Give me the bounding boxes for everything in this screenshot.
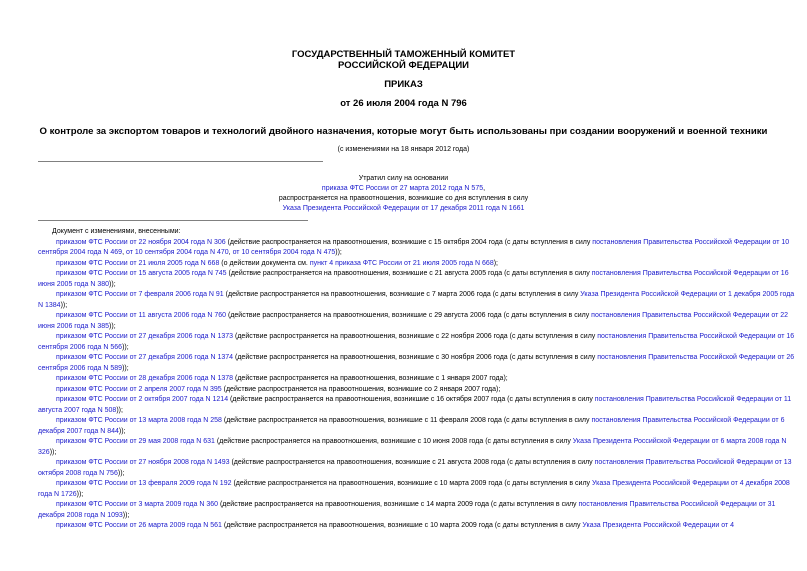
doc-date: от 26 июля 2004 года N 796 [340,98,467,109]
list-item [38,332,798,353]
amendment-link[interactable]: пункт 4 приказа ФТС России от 21 июля 2005 года N 668 [309,259,494,267]
amendments-list [38,227,798,532]
amendment-text: (действие распространяется на правоотношения, возникшие с 16 октября 2007 года (с даты вступления в силу [228,396,595,403]
president-decree-link[interactable]: Указа Президента Российской Федерации от 17 декабря 2011 года N 1661 [282,205,525,212]
amendment-link[interactable]: постановления Правительства Российской Федерации от 13 октября 2008 года N 756 [38,459,792,477]
amendment-text: )); [109,322,116,330]
amendment-link[interactable]: Указа Президента Российской Федерации от 1 декабря 2005 года N 1384 [38,291,795,309]
amendment-link[interactable]: постановления Правительства Российской Федерации от 16 июня 2005 года N 380 [38,270,789,288]
amendment-text: )); [335,249,342,256]
list-item [38,395,798,416]
amendment-text: (действие распространяется на правоотношения, возникшие с 21 августа 2005 года (с даты вступления в силу [226,270,592,277]
list-item [38,290,798,311]
list-item [38,437,798,458]
amendment-link[interactable]: постановления Правительства Российской Федерации от 26 сентября 2006 года N 589 [38,354,795,372]
amendment-link[interactable]: приказом ФТС России от 2 октября 2007 года N 1214 [56,396,229,403]
issuer-block [0,49,807,71]
lost-force-line-4 [0,204,807,214]
amendment-text: (действие распространяется на правоотношения, возникшие с 15 октября 2004 года (с даты вступления в силу [225,238,593,246]
amendments-entries [38,238,798,532]
list-item [38,269,798,290]
lost-force-line-1: Утратил силу на основании [358,175,449,182]
doc-type: ПРИКАЗ [384,79,423,90]
amendment-text: )); [49,448,57,456]
amendment-link[interactable]: приказом ФТС России от 13 марта 2008 года N 258 [56,417,222,424]
list-item [38,416,798,437]
list-item [38,385,798,396]
list-item [38,353,798,374]
amendment-text: )); [76,490,84,498]
amendment-link[interactable]: приказом ФТС России от 29 мая 2008 года N 631 [56,438,215,445]
amendment-text: (действие распространяется на правоотношения, возникшие с 11 февраля 2008 года (с даты вступления в силу [221,417,592,424]
amendment-text: (действие распространяется на правоотношения, возникшие с 22 ноября 2006 года (с даты вступления в силу [233,333,598,340]
amendment-text: )); [60,301,68,309]
separator-rule [38,220,308,221]
amendment-link[interactable]: Указа Президента Российской Федерации от 4 [582,522,735,529]
amendment-text: (действие распространяется на правоотношения, возникшие с 10 июня 2008 года (с даты вступления в силу [214,438,573,445]
list-item [38,238,798,259]
repeal-order-link[interactable]: приказа ФТС России от 27 марта 2012 года N 575 [321,185,484,192]
amendment-link[interactable]: приказом ФТС России от 27 ноября 2008 года N 1493 [56,459,230,466]
amendment-text: )); [122,511,130,519]
list-item [38,479,798,500]
amendment-text: (о действии документа см. [219,259,310,267]
amendment-text: ); [493,259,498,267]
amendment-link[interactable]: приказом ФТС России от 15 августа 2005 года N 745 [56,270,227,277]
amendment-link[interactable]: приказом ФТС России от 21 июля 2005 года N 668 [56,259,220,267]
list-item [38,521,798,532]
amendment-text: )); [122,364,129,372]
amendment-link[interactable]: приказом ФТС России от 28 декабря 2006 года N 1378 [56,375,234,382]
amendment-text: (действие распространяется на правоотношения, возникшие с 14 марта 2009 года (с даты вступления в силу [218,501,579,508]
issuer-line-2: РОССИЙСКОЙ ФЕДЕРАЦИИ [337,60,469,71]
amendment-link[interactable]: постановления Правительства Российской Федерации от 11 августа 2007 года N 508 [38,396,792,414]
issuer-line-1: ГОСУДАРСТВЕННЫЙ ТАМОЖЕННЫЙ КОМИТЕТ [291,49,516,60]
amendments-intro: Документ с изменениями, внесенными: [52,228,181,235]
list-item [38,500,798,521]
amendment-text: )); [109,280,116,288]
amendment-link[interactable]: приказом ФТС России от 7 февраля 2006 года N 91 [56,291,224,298]
amendment-link[interactable]: постановления Правительства Российской Федерации от 6 декабря 2007 года N 844 [38,417,785,435]
amendment-text: (действие распространяется на правоотношения, возникшие с 10 марта 2009 года (с даты вступления в силу [221,522,583,529]
amendment-text: )); [117,469,125,477]
amendment-text: )); [122,343,129,351]
doc-title: О контроле за экспортом товаров и технологий двойного назначения, которые могут быть использованы при создании вооружений и военной техники [39,126,768,137]
amendments-note: (с изменениями на 18 января 2012 года) [337,146,470,153]
amendment-link[interactable]: постановления Правительства Российской Федерации от 22 июня 2006 года N 385 [38,312,789,330]
amendment-link[interactable]: приказом ФТС России от 22 ноября 2004 года N 306 [56,238,226,246]
list-item [38,458,798,479]
amendment-link[interactable]: приказом ФТС России от 26 марта 2009 года N 561 [56,522,222,529]
amendment-link[interactable]: приказом ФТС России от 11 августа 2006 года N 760 [56,312,227,319]
lost-force-line-3: распространяется на правоотношения, возникшие со дня вступления в силу [278,195,529,202]
amendment-text: )); [118,427,126,435]
amendment-link[interactable]: от 10 сентября 2004 года N 475 [232,249,336,256]
amendment-link[interactable]: приказом ФТС России от 27 декабря 2006 года N 1374 [56,354,234,361]
amendment-link[interactable]: от 10 сентября 2004 года N 470 [125,249,229,256]
amendment-text: (действие распространяется на правоотношения, возникшие с 30 ноября 2006 года (с даты вступления в силу [233,354,598,361]
amendment-text: )); [116,406,123,414]
list-item [38,374,798,385]
amendment-link[interactable]: Указа Президента Российской Федерации от 4 декабря 2008 года N 1726 [38,480,790,498]
amendment-text: (действие распространяется на правоотношения, возникшие с 21 августа 2008 года (с даты вступления в силу [229,459,595,466]
amendment-link[interactable]: приказом ФТС России от 2 апреля 2007 года N 395 [56,385,222,393]
amendment-link[interactable]: приказом ФТС России от 3 марта 2009 года N 360 [56,501,219,508]
amendment-text: (действие распространяется на правоотношения, возникшие с 29 августа 2006 года (с даты вступления в силу [226,312,592,319]
amendment-text: (действие распространяется на правоотношения, возникшие с 7 марта 2006 года (с даты вступления в силу [223,291,581,298]
amendment-link[interactable]: постановления Правительства Российской Федерации от 31 декабря 2008 года N 1093 [38,501,776,519]
amendment-link[interactable]: Указа Президента Российской Федерации от 6 марта 2008 года N 326 [38,438,787,456]
amendment-text: , [122,249,126,256]
list-item [38,311,798,332]
lost-force-block [0,174,807,214]
amendment-link[interactable]: приказом ФТС России от 13 февраля 2009 года N 192 [56,480,232,487]
amendment-link[interactable]: приказом ФТС России от 27 декабря 2006 года N 1373 [56,333,234,340]
amendment-text: , [228,249,233,256]
amendment-link[interactable]: постановления Правительства Российской Федерации от 10 сентября 2004 года N 469 [38,238,790,256]
list-item [38,259,798,270]
amendment-text: (действие распространяется на правоотношения, возникшие с 10 марта 2009 года (с даты вступления в силу [231,480,592,487]
amendment-link[interactable]: постановления Правительства Российской Федерации от 16 сентября 2006 года N 566 [38,333,795,351]
lost-force-line-2: приказа ФТС России от 27 марта 2012 года N 575, [321,185,486,192]
amendment-text: (действие распространяется на правоотношения, возникшие с 1 января 2007 года); [233,375,508,382]
separator-rule [38,161,323,162]
amendment-text: (действие распространяется на правоотношения, возникшие со 2 января 2007 года); [221,385,501,393]
